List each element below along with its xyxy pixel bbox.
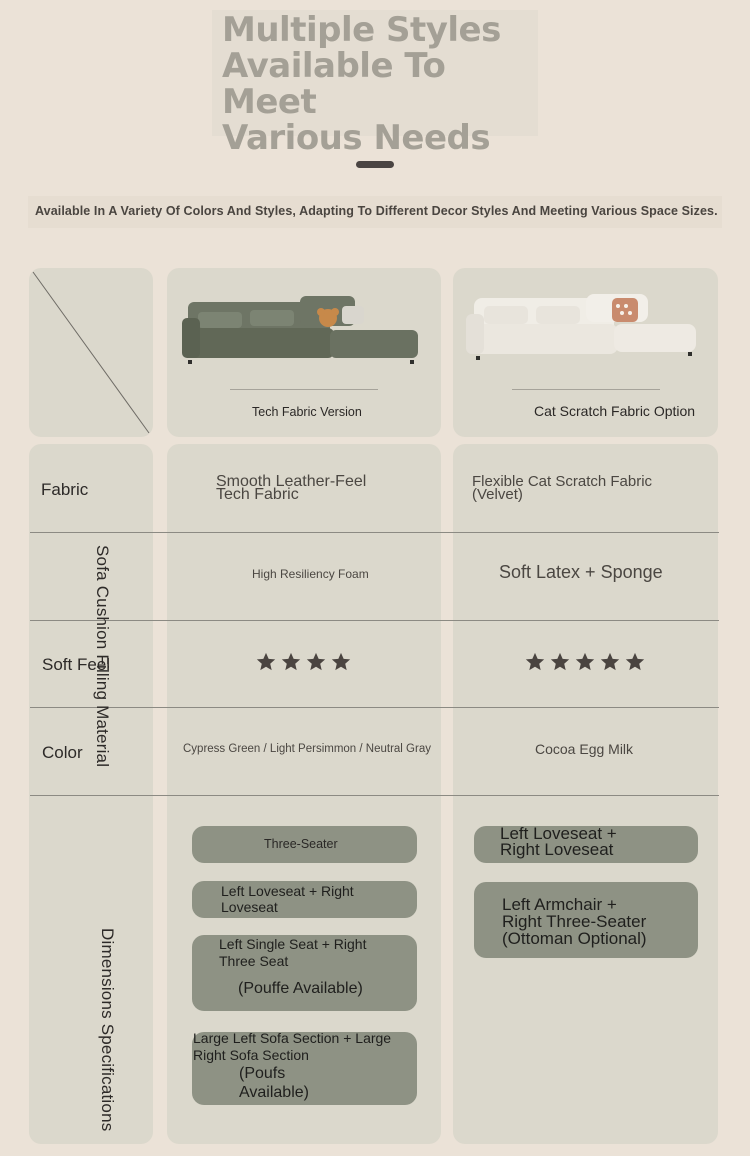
star-icon: [524, 651, 546, 673]
title-divider: [356, 161, 394, 168]
star-icon: [624, 651, 646, 673]
star-icon: [574, 651, 596, 673]
green-sectional-sofa-image: [180, 288, 425, 370]
dimension-option-note: (Pouffe Available): [238, 980, 363, 997]
label-column-header: [29, 268, 153, 437]
page-subtitle: Available In A Variety Of Colors And Styles, Adapting To Different Decor Styles And Meeting Various Space Sizes.: [28, 196, 722, 228]
product-1-color: Cypress Green / Light Persimmon / Neutral Gray: [183, 743, 431, 755]
row-label-filling: Sofa Cushion Filling Material: [93, 545, 112, 768]
row-label-dimensions: Dimensions Specifications: [98, 928, 117, 1132]
product-2-color: Cocoa Egg Milk: [535, 741, 634, 757]
row-divider: [30, 707, 719, 708]
dimension-option-label: Left Armchair + Right Three-Seater (Ottoman Optional): [502, 895, 647, 948]
row-divider: [30, 532, 719, 533]
dimension-option-label: Three-Seater: [264, 837, 338, 851]
row-divider: [30, 620, 719, 621]
diagonal-divider-icon: [29, 268, 153, 437]
dimension-option-label: Left Single Seat + Right Three Seat: [219, 936, 367, 969]
row-label-fabric: Fabric: [41, 480, 89, 499]
product-2-column: [453, 444, 718, 1144]
cream-sectional-sofa-image: [466, 288, 701, 368]
row-label-color: Color: [42, 743, 83, 762]
product-2-rating: [524, 651, 646, 673]
product-2-caption: Cat Scratch Fabric Option: [534, 403, 696, 419]
product-1-image-shadow: [230, 389, 378, 390]
product-1-fabric: Smooth Leather-Feel Tech Fabric: [216, 473, 367, 503]
dimension-option-label: Left Loveseat + Right Loveseat: [221, 883, 354, 915]
product-1-caption: Tech Fabric Version: [252, 405, 362, 419]
star-icon: [255, 651, 277, 673]
product-2-filling: Soft Latex + Sponge: [499, 562, 663, 582]
star-icon: [305, 651, 327, 673]
star-icon: [599, 651, 621, 673]
row-label-soft-feel: Soft Feel: [42, 655, 111, 674]
product-1-rating: [255, 651, 352, 673]
product-2-fabric: Flexible Cat Scratch Fabric (Velvet): [472, 473, 653, 503]
row-divider: [30, 795, 719, 796]
dimension-option-label: Left Loveseat + Right Loveseat: [500, 824, 617, 859]
page-title: Multiple Styles Available To Meet Various Needs: [222, 10, 501, 158]
star-icon: [280, 651, 302, 673]
product-2-image-shadow: [512, 389, 660, 390]
product-1-filling: High Resiliency Foam: [252, 567, 369, 581]
dimension-option-note: (Poufs Available): [239, 1065, 309, 1101]
label-column: [29, 444, 153, 1144]
star-icon: [549, 651, 571, 673]
dimension-option-label: Large Left Sofa Section + Large Right Sofa Section: [193, 1030, 392, 1063]
star-icon: [330, 651, 352, 673]
